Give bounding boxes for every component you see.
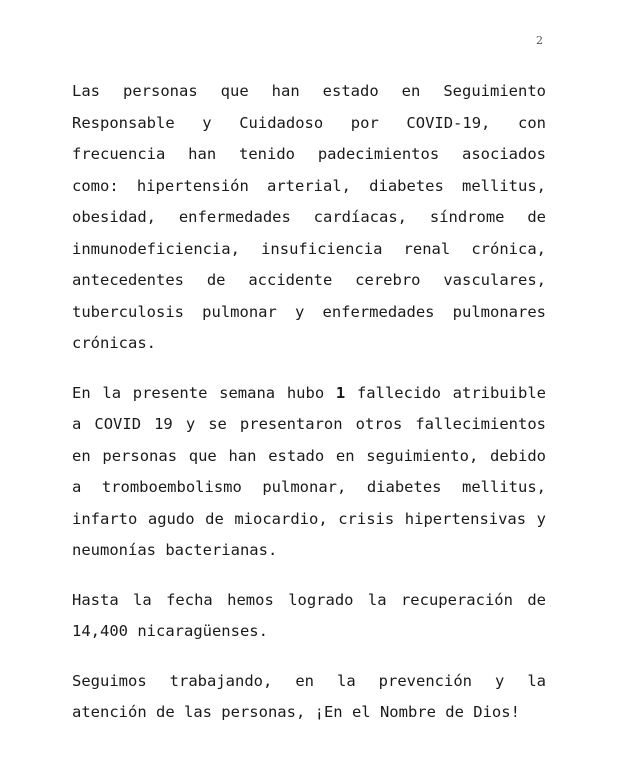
paragraph-comorbidities: Las personas que han estado en Seguimiento Responsable y Cuidadoso por COVID-19, con frecuencia han tenido padecimientos asociados como: hipertensión arterial, diabetes mellitus, obesidad, enfermedades cardíacas, síndrome de inmunodeficiencia, insuficiencia renal crónica, antecedentes de accidente cerebro vasculares, tuberculosis pulmonar y enfermedades pulmonares crónicas.: [72, 82, 546, 352]
deaths-text-after: fallecido atribuible a COVID 19 y se presentaron otros fallecimientos en personas que han estado en seguimiento, debido a tromboembolismo pulmonar, diabetes mellitus, infarto agudo de miocardio, crisis hipertensivas y neumonías bacterianas.: [72, 383, 546, 559]
paragraph-deaths: [72, 378, 546, 567]
document-body: [72, 76, 546, 747]
page-number: 2: [536, 34, 543, 47]
deaths-text-before: En la presente semana hubo: [72, 383, 336, 402]
deaths-count: 1: [335, 383, 346, 402]
paragraph-closing: Seguimos trabajando, en la prevención y la atención de las personas, ¡En el Nombre de Dios!: [72, 671, 546, 721]
paragraph-recoveries: Hasta la fecha hemos logrado la recuperación de 14,400 nicaragüenses.: [72, 590, 546, 640]
